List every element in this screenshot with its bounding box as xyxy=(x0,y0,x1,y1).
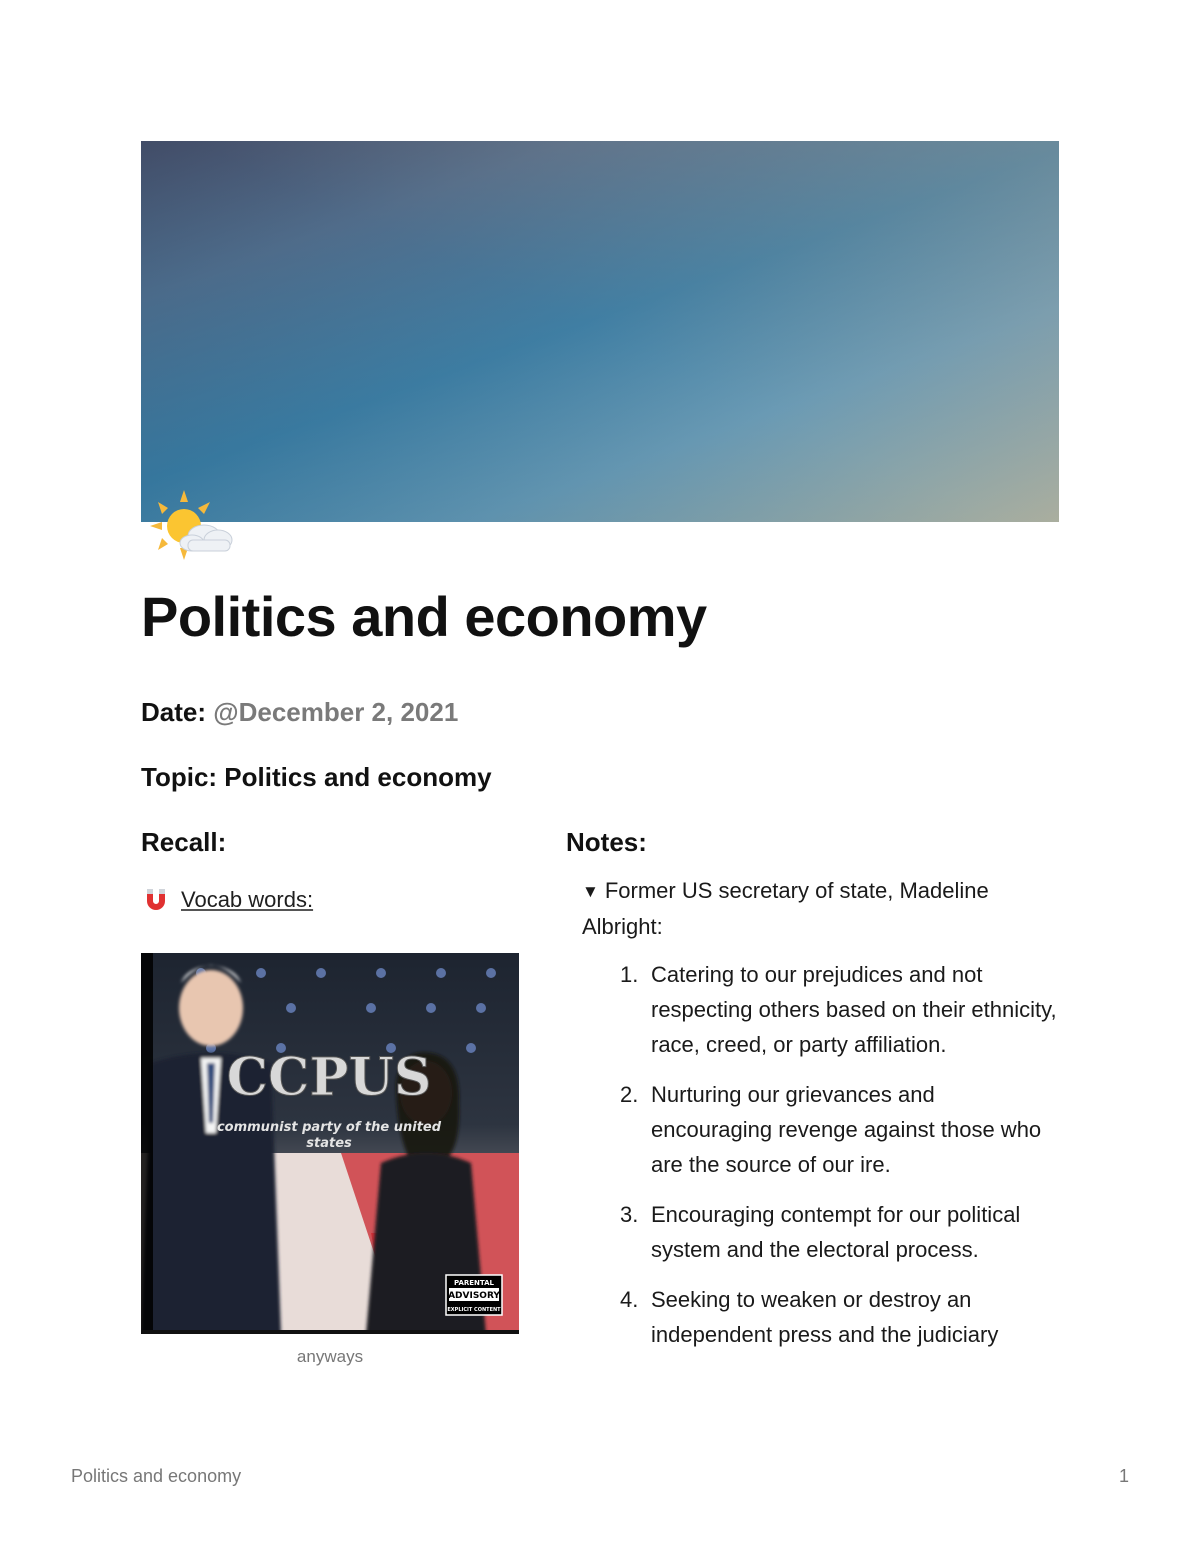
image-caption: anyways xyxy=(296,1347,364,1366)
notes-heading: Notes: xyxy=(566,827,647,857)
list-item-text: Nurturing our grievances and encouraging revenge against those who are the source of our ire. xyxy=(651,1082,1042,1177)
page-title: Politics and economy xyxy=(141,585,707,648)
list-item-text: Catering to our prejudices and not respecting others based on their ethnicity, race, creed, or party affiliation. xyxy=(651,962,1057,1057)
date-label: Date: xyxy=(141,697,207,727)
topic-property: Topic: Politics and economy xyxy=(141,762,492,792)
list-item xyxy=(620,1077,1060,1182)
svg-text:PARENTAL: PARENTAL xyxy=(453,1279,495,1287)
recall-heading: Recall: xyxy=(141,827,227,857)
numbered-list xyxy=(620,957,1060,1367)
sun-behind-cloud-icon xyxy=(146,488,236,560)
list-item xyxy=(620,1282,1060,1352)
list-item-text: Seeking to weaken or destroy an independent press and the judiciary xyxy=(651,1287,999,1347)
cover-image xyxy=(141,141,1059,522)
list-number: 3. xyxy=(620,1202,639,1227)
date-property xyxy=(141,695,458,729)
date-mention[interactable]: @December 2, 2021 xyxy=(213,697,459,727)
list-item xyxy=(620,957,1060,1062)
album-subtitle-1: communist party of the united xyxy=(216,1120,442,1135)
svg-text:ADVISORY: ADVISORY xyxy=(448,1291,500,1301)
footer-document-title: Politics and economy xyxy=(71,1466,242,1486)
toggle-text: Former US secretary of state, Madeline Albright: xyxy=(582,878,989,939)
list-number: 4. xyxy=(620,1287,639,1312)
vocab-words-label[interactable]: Vocab words: xyxy=(181,887,314,912)
toggle-block[interactable] xyxy=(582,873,1052,944)
footer-page-number: 1 xyxy=(1118,1466,1129,1486)
vocab-words-link[interactable] xyxy=(141,884,313,916)
parental-advisory-label xyxy=(446,1275,502,1315)
list-number: 1. xyxy=(620,962,639,987)
list-item xyxy=(620,1197,1060,1267)
album-subtitle-2: states xyxy=(306,1136,352,1151)
album-logo: CCPUS xyxy=(226,1047,432,1108)
toggle-triangle-icon[interactable]: ▼ xyxy=(582,882,599,901)
album-cover-image xyxy=(141,953,519,1334)
magnet-icon xyxy=(141,885,171,915)
list-item-text: Encouraging contempt for our political system and the electoral process. xyxy=(651,1202,1021,1262)
svg-text:EXPLICIT CONTENT: EXPLICIT CONTENT xyxy=(447,1307,501,1313)
list-number: 2. xyxy=(620,1082,639,1107)
